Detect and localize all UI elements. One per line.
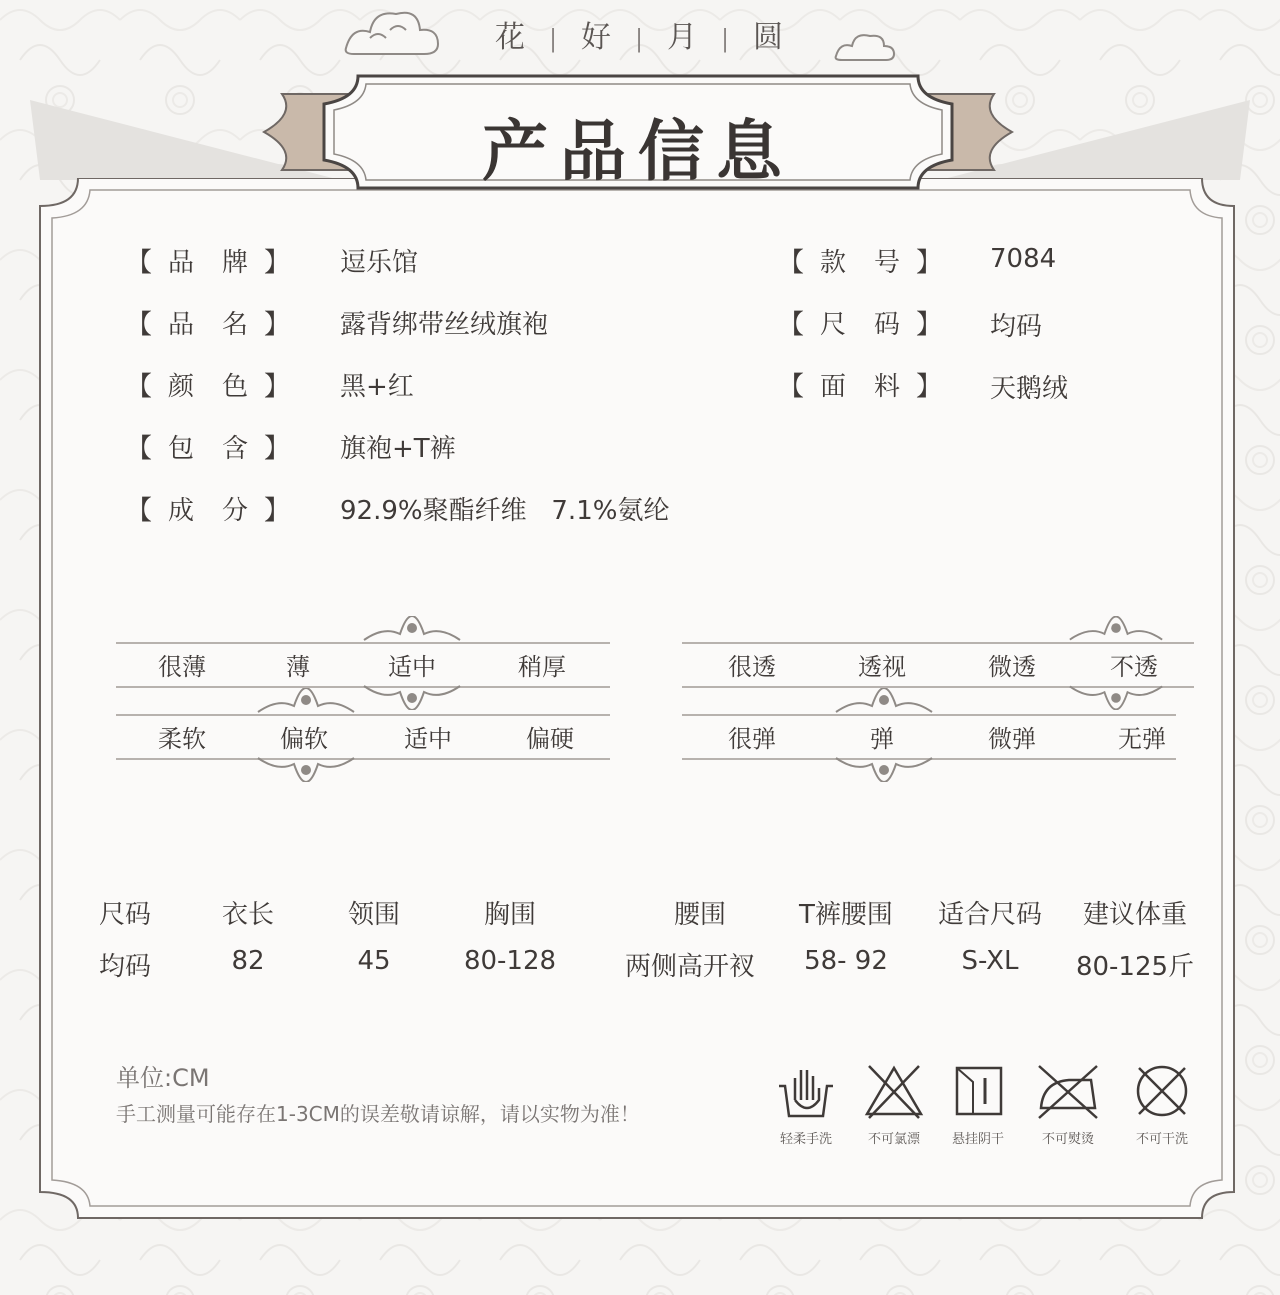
size-header-cell: 腰围	[673, 900, 726, 930]
care-item	[938, 1060, 1018, 1147]
size-cell: S-XL	[961, 946, 1019, 976]
size-header-cell: 建议体重	[1082, 900, 1187, 930]
size-header-cell: 衣长	[221, 900, 274, 930]
scale-option-selected: 不透	[1110, 653, 1158, 681]
care-item	[1122, 1060, 1202, 1147]
size-header-cell: 尺码	[98, 900, 151, 930]
ornament-marker-icon	[832, 756, 936, 782]
info-value-fabric: 天鹅绒	[990, 374, 1069, 404]
info-label: 【 面 料 】	[777, 372, 942, 402]
care-item	[1028, 1060, 1108, 1147]
care-item	[854, 1060, 934, 1147]
scale-option: 很透	[728, 653, 776, 681]
scale-option-selected: 弹	[870, 725, 894, 753]
cloud-ornament-icon	[832, 28, 896, 62]
scale-option: 偏硬	[526, 725, 574, 753]
info-label: 【 品 名 】	[125, 310, 290, 340]
cloud-ornament-icon	[340, 2, 446, 60]
size-header-cell: T裤腰围	[799, 900, 893, 930]
scale-option: 薄	[286, 653, 310, 681]
header-motto	[0, 12, 1280, 56]
scale-option: 适中	[404, 725, 452, 753]
ornament-marker-icon	[360, 616, 464, 644]
info-value-brand: 逗乐馆	[340, 248, 419, 278]
scale-option: 微弹	[988, 725, 1036, 753]
scale-option: 无弹	[1118, 725, 1166, 753]
size-cell: 两侧高开衩	[624, 952, 755, 982]
size-header-cell: 适合尺码	[937, 900, 1042, 930]
ornament-marker-icon	[1066, 616, 1166, 644]
scale-thickness	[116, 628, 610, 688]
size-cell: 58- 92	[804, 946, 888, 976]
size-cell: 80-125斤	[1075, 952, 1195, 982]
size-cell: 均码	[98, 952, 151, 982]
scale-option: 透视	[858, 653, 906, 681]
motto-separator: |	[720, 25, 732, 53]
size-header-cell: 胸围	[483, 900, 536, 930]
info-label: 【 品 牌 】	[125, 248, 290, 278]
title-banner	[262, 74, 1014, 190]
hand-wash-icon	[775, 1060, 837, 1122]
info-value-includes: 旗袍+T裤	[340, 434, 456, 464]
motto-separator: |	[634, 25, 646, 53]
scale-option: 很弹	[728, 725, 776, 753]
care-label: 悬挂阴干	[951, 1132, 1004, 1147]
info-value-style-number: 7084	[990, 244, 1057, 274]
scale-option-selected: 偏软	[280, 725, 328, 753]
motto-char: 好	[581, 20, 613, 55]
size-cell: 45	[357, 946, 391, 976]
info-label: 【 成 分 】	[125, 496, 290, 526]
info-label: 【 尺 码 】	[777, 310, 942, 340]
size-header-cell: 领围	[347, 900, 400, 930]
no-bleach-icon	[863, 1060, 925, 1122]
scale-softness	[116, 700, 610, 760]
motto-char: 月	[667, 20, 699, 55]
scale-elasticity	[682, 700, 1176, 760]
info-value-composition: 92.9%聚酯纤维 7.1%氨纶	[340, 496, 670, 526]
care-label: 不可干洗	[1135, 1132, 1188, 1147]
unit-note: 单位:CM	[116, 1064, 210, 1092]
info-label: 【 颜 色 】	[125, 372, 290, 402]
ornament-marker-icon	[832, 688, 936, 716]
no-dry-clean-icon	[1131, 1060, 1193, 1122]
no-iron-icon	[1033, 1060, 1103, 1122]
scale-option: 稍厚	[518, 653, 566, 681]
ornament-marker-icon	[254, 756, 358, 782]
scale-option-selected: 适中	[388, 653, 436, 681]
hang-dry-shade-icon	[947, 1060, 1009, 1122]
scale-option: 很薄	[158, 653, 206, 681]
motto-char: 圆	[753, 20, 785, 55]
measurement-disclaimer: 手工测量可能存在1-3CM的误差敬请谅解，请以实物为准！	[116, 1102, 640, 1126]
care-label: 不可氯漂	[867, 1132, 920, 1147]
info-label: 【 包 含 】	[125, 434, 290, 464]
size-cell: 80-128	[463, 946, 557, 976]
ornament-marker-icon	[254, 688, 358, 716]
info-value-product-name: 露背绑带丝绒旗袍	[340, 310, 549, 340]
care-item	[766, 1060, 846, 1147]
page-title: 产品信息	[482, 112, 794, 190]
size-cell: 82	[231, 946, 265, 976]
motto-separator: |	[548, 25, 560, 53]
scale-transparency	[682, 628, 1194, 688]
scale-option: 微透	[988, 653, 1036, 681]
motto-char: 花	[495, 20, 527, 55]
info-label: 【 款 号 】	[777, 248, 942, 278]
scale-option: 柔软	[158, 725, 206, 753]
info-value-size: 均码	[990, 312, 1043, 342]
care-label: 不可熨烫	[1041, 1132, 1094, 1147]
info-value-color: 黑+红	[340, 372, 414, 402]
care-label: 轻柔手洗	[779, 1132, 832, 1147]
